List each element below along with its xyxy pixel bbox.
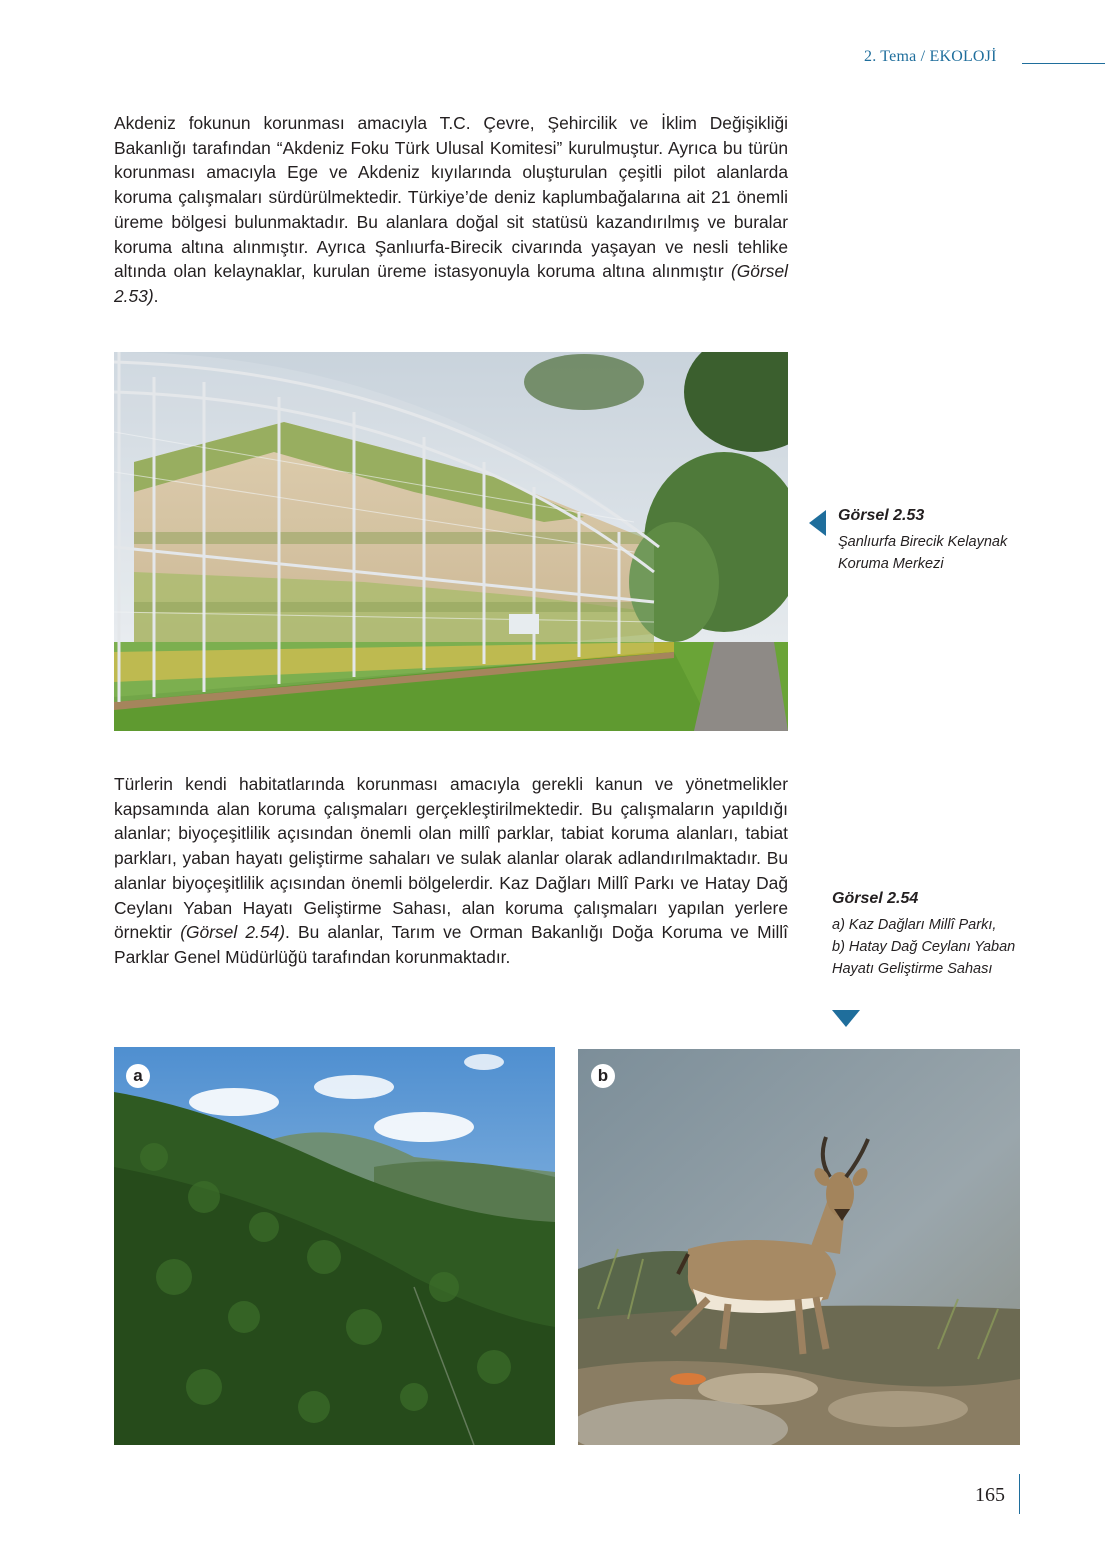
header-section: 2. Tema [864, 48, 917, 65]
figure-2-54-caption-b: b) Hatay Dağ Ceylanı Yaban Hayatı Geliştirme Sahası [832, 939, 1016, 977]
header-rule [1022, 63, 1105, 64]
running-header [864, 48, 997, 66]
hatay-gazelle-photo [578, 1049, 1020, 1445]
kaz-daglari-photo [114, 1047, 555, 1445]
gazelle-illustration [578, 1049, 1020, 1445]
pointer-left-icon [809, 510, 826, 536]
photo-label-a: a [126, 1064, 150, 1088]
paragraph2-figure-ref: (Görsel 2.54) [180, 922, 286, 943]
forest-mountain-illustration [114, 1047, 555, 1445]
kelaynak-station-illustration [114, 352, 788, 731]
paragraph-kelaynak [114, 111, 788, 309]
kelaynak-station-photo [114, 352, 788, 731]
paragraph1-end: . [153, 285, 159, 306]
header-separator: / [916, 48, 930, 65]
figure-2-53-title: Görsel 2.53 [838, 507, 925, 524]
photo-label-b: b [591, 1064, 615, 1088]
figure-2-54-caption [832, 914, 1022, 980]
paragraph-habitat [114, 772, 788, 970]
paragraph1-text: Akdeniz fokunun korunması amacıyla T.C. Çevre, Şehircilik ve İklim Değişikliği Bakanlığı tarafından “Akdeniz Foku Türk Ulusal Komitesi” kurulmuştur. Ayrıca bu türün korunması amacıyla Ege ve Akdeniz kıyılarında oluşturulan çeşitli pilot alanlarda koruma çalışmaları sürdürülmektedir. Türkiye’de deniz kaplumbağalarına ait 21 önemli üreme bölgesi bulunmaktadır. Bu alanlara doğal sit statüsü kazandırılmış ve buralar koruma altına alınmıştır. Ayrıca Şanlıurfa-Birecik civarında yaşayan ve nesli tehlike altında olan kelaynaklar, kurulan üreme istasyonuyla koruma altına alınmıştır [114, 113, 788, 282]
figure-2-54-title: Görsel 2.54 [832, 890, 919, 907]
page-number-rule [1019, 1474, 1020, 1514]
page-number: 165 [975, 1484, 1005, 1506]
figure-2-54-caption-a: a) Kaz Dağları Millî Parkı, [832, 917, 997, 933]
header-topic: EKOLOJİ [929, 48, 997, 65]
paragraph2-text: Türlerin kendi habitatlarında korunması amacıyla gerekli kanun ve yönetmelikler kapsamında alan koruma çalışmaları gerçekleştirilmektedir. Bu çalışmaların yapıldığı alanlar; biyoçeşitlilik açısından önemli olan millî parklar, tabiat koruma alanları, tabiat parkları, yaban hayatı geliştirme sahaları ve sulak alanlar olarak adlandırılmaktadır. Bu alanlar biyoçeşitlilik açısından önemli bölgelerdir. Kaz Dağları Millî Parkı ve Hatay Dağ Ceylanı Yaban Hayatı Geliştirme Sahası, alan koruma çalışmaları yapılan yerlere örnektir [114, 774, 788, 943]
paragraph2-rest: . Bu alanlar, Tarım ve Orman Bakanlığı Doğa Koruma ve Millî Parklar Genel Müdürlüğü tarafından korunmaktadır. [114, 922, 788, 967]
figure-2-53-caption: Şanlıurfa Birecik Kelaynak Koruma Merkezi [838, 534, 1008, 572]
pointer-down-icon [832, 1010, 860, 1027]
paragraph1-figure-ref: (Görsel 2.53) [114, 261, 788, 306]
